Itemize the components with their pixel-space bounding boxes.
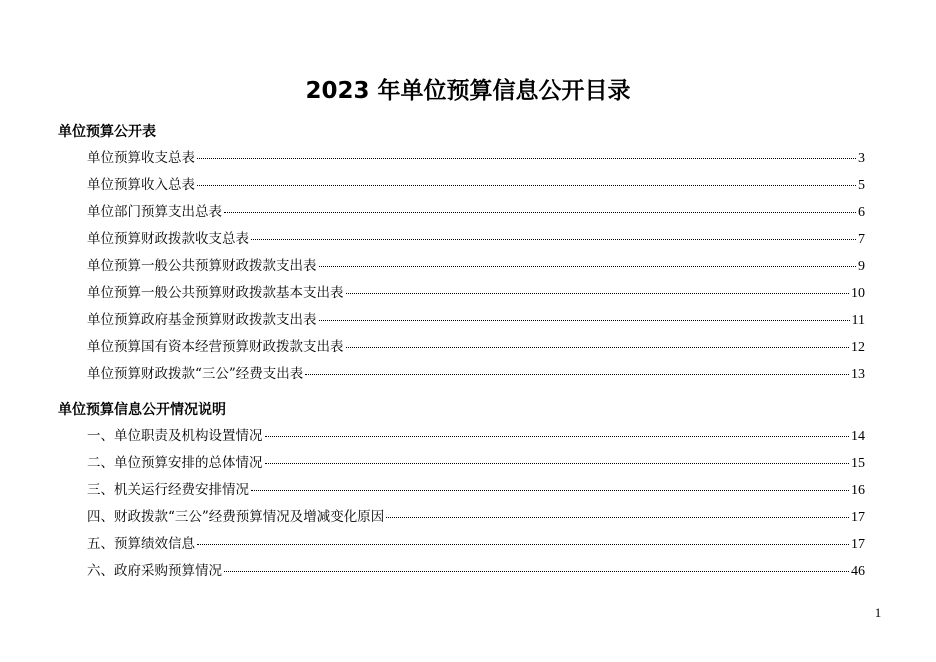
toc-entry[interactable]	[87, 229, 865, 256]
toc-entry-label: 三、机关运行经费安排情况	[87, 482, 249, 498]
toc-entry-label: 单位预算政府基金预算财政拨款支出表	[87, 312, 317, 328]
toc-entry[interactable]	[87, 283, 865, 310]
toc-list	[87, 148, 865, 391]
dot-leader	[346, 293, 850, 294]
toc-entry-label: 单位预算财政拨款收支总表	[87, 231, 249, 247]
toc-entry[interactable]	[87, 561, 865, 588]
toc-entry[interactable]	[87, 426, 865, 453]
dot-leader	[319, 266, 857, 267]
dot-leader	[251, 239, 856, 240]
toc-entry[interactable]	[87, 364, 865, 391]
page-title: 2023 年单位预算信息公开目录	[305, 78, 631, 104]
dot-leader	[224, 571, 849, 572]
toc-entry-label: 四、财政拨款“三公”经费预算情况及增减变化原因	[87, 509, 385, 525]
toc-entry-page: 12	[851, 340, 865, 355]
toc-entry-page: 3	[858, 151, 865, 166]
toc-entry-label: 一、单位职责及机构设置情况	[87, 428, 263, 444]
toc-entry[interactable]	[87, 148, 865, 175]
toc-entry[interactable]	[87, 175, 865, 202]
dot-leader	[305, 374, 849, 375]
toc-entry[interactable]	[87, 202, 865, 229]
dot-leader	[197, 185, 856, 186]
toc-entry-page: 7	[858, 232, 865, 247]
toc-entry-label: 单位部门预算支出总表	[87, 204, 222, 220]
toc-entry[interactable]	[87, 337, 865, 364]
toc-entry[interactable]	[87, 480, 865, 507]
toc-entry-label: 单位预算一般公共预算财政拨款基本支出表	[87, 285, 344, 301]
toc-entry-page: 13	[851, 367, 865, 382]
toc-entry[interactable]	[87, 256, 865, 283]
dot-leader	[265, 436, 850, 437]
dot-leader	[251, 490, 849, 491]
dot-leader	[386, 517, 849, 518]
toc-entry-page: 9	[858, 259, 865, 274]
toc-entry-label: 单位预算一般公共预算财政拨款支出表	[87, 258, 317, 274]
toc-entry-label: 单位预算收支总表	[87, 150, 195, 166]
toc-entry-label: 单位预算收入总表	[87, 177, 195, 193]
dot-leader	[319, 320, 850, 321]
dot-leader	[197, 158, 856, 159]
toc-entry-page: 5	[858, 178, 865, 193]
section-heading: 单位预算信息公开情况说明	[58, 402, 226, 418]
toc-entry[interactable]	[87, 534, 865, 561]
toc-entry-page: 17	[851, 510, 865, 525]
toc-entry-page: 14	[851, 429, 865, 444]
toc-entry-page: 46	[851, 564, 865, 579]
toc-entry-page: 16	[851, 483, 865, 498]
toc-entry-page: 17	[851, 537, 865, 552]
dot-leader	[197, 544, 849, 545]
toc-entry[interactable]	[87, 453, 865, 480]
page-number: 1	[874, 605, 882, 620]
toc-entry[interactable]	[87, 310, 865, 337]
toc-entry-page: 6	[858, 205, 865, 220]
toc-entry-page: 11	[851, 313, 865, 328]
dot-leader	[224, 212, 856, 213]
toc-entry-label: 二、单位预算安排的总体情况	[87, 455, 263, 471]
toc-entry[interactable]	[87, 507, 865, 534]
toc-list	[87, 426, 865, 588]
toc-entry-page: 10	[851, 286, 865, 301]
toc-entry-page: 15	[851, 456, 865, 471]
toc-entry-label: 单位预算国有资本经营预算财政拨款支出表	[87, 339, 344, 355]
toc-entry-label: 单位预算财政拨款“三公”经费支出表	[87, 366, 304, 382]
dot-leader	[265, 463, 850, 464]
section-heading: 单位预算公开表	[58, 124, 156, 140]
toc-entry-label: 五、预算绩效信息	[87, 536, 195, 552]
toc-entry-label: 六、政府采购预算情况	[87, 563, 222, 579]
dot-leader	[346, 347, 850, 348]
